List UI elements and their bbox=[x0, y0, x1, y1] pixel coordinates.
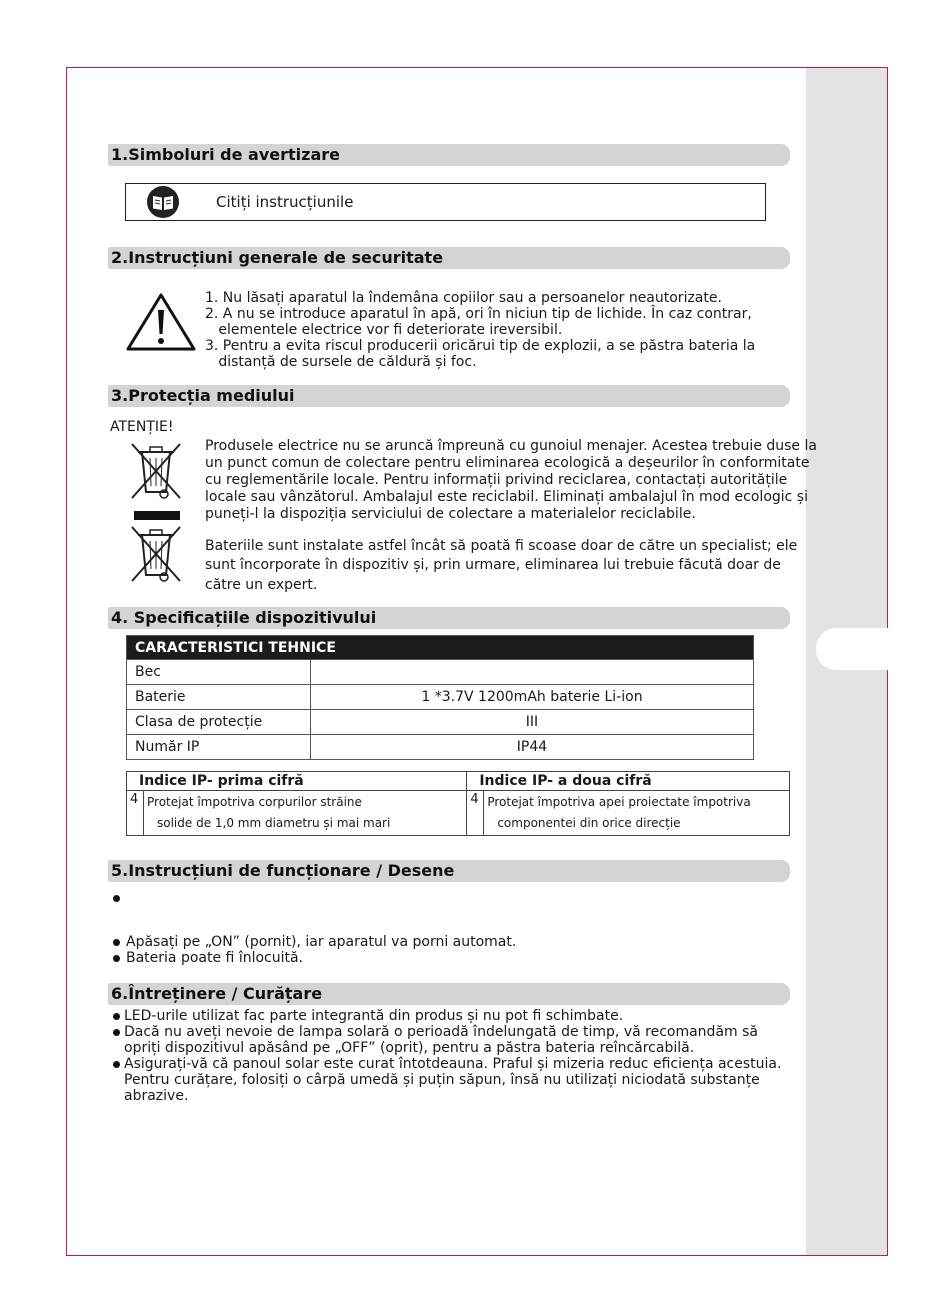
maintenance-line-4: Asigurați-vă că panoul solar este curat întotdeauna. Praful și mizeria reduc eficiența acestuia. bbox=[124, 1056, 782, 1072]
bullet-icon bbox=[113, 1013, 120, 1020]
spec-label: Bec bbox=[127, 660, 311, 685]
safety-line-4: 3. Pentru a evita riscul producerii oricărui tip de explozii, a se păstra bateria la bbox=[205, 338, 756, 354]
maintenance-line-2: Dacă nu aveți nevoie de lampa solară o perioadă îndelungată de timp, vă recomandăm să bbox=[124, 1024, 758, 1040]
ip-desc-2a: Protejat împotriva apei proiectate împotriva bbox=[487, 795, 751, 809]
env-p1-line-3: cu reglementările locale. Pentru informații privind reciclarea, contactați autoritățile bbox=[205, 472, 788, 488]
maintenance-line-5: Pentru curățare, folosiți o cârpă umedă și puțin săpun, însă nu utilizați niciodată substanțe bbox=[124, 1072, 760, 1088]
operation-line-2: Apăsați pe „ON” (pornit), iar aparatul va porni automat. bbox=[126, 934, 517, 950]
maintenance-line-1: LED-urile utilizat fac parte integrantă din produs și nu pot fi schimbate. bbox=[124, 1008, 624, 1024]
section-title-5: 5.Instrucțiuni de funcționare / Desene bbox=[108, 860, 790, 882]
table-row bbox=[127, 735, 754, 760]
safety-line-1: 1. Nu lăsați aparatul la îndemâna copiilor sau a persoanelor neautorizate. bbox=[205, 290, 722, 306]
env-p1-line-1: Produsele electrice nu se aruncă împreună cu gunoiul menajer. Acestea trebuie duse la bbox=[205, 438, 817, 454]
ip-digit-2: 4 bbox=[467, 791, 484, 836]
env-p2-line-1: Bateriile sunt instalate astfel încât să poată fi scoase doar de către un specialist; ele bbox=[205, 538, 798, 554]
bullet-icon bbox=[113, 895, 120, 902]
spec-label: Număr IP bbox=[127, 735, 311, 760]
ip-desc-1a: Protejat împotriva corpurilor străine bbox=[147, 795, 362, 809]
spec-table bbox=[126, 635, 754, 760]
spec-label: Clasa de protecție bbox=[127, 710, 311, 735]
attention-label: ATENȚIE! bbox=[110, 419, 174, 435]
safety-line-3: elementele electrice vor fi deteriorate ireversibil. bbox=[205, 322, 563, 338]
maintenance-line-3: opriți dispozitivul apăsând pe „OFF” (oprit), pentru a păstra bateria reîncărcabilă. bbox=[124, 1040, 695, 1056]
bin-underline-bar bbox=[134, 511, 180, 520]
section-title-2: 2.Instrucțiuni generale de securitate bbox=[108, 247, 790, 269]
ip-first-digit-header: Indice IP- prima cifră bbox=[127, 772, 467, 791]
section-title-3: 3.Protecția mediului bbox=[108, 385, 790, 407]
operation-line-3: Bateria poate fi înlocuită. bbox=[126, 950, 304, 966]
warning-box bbox=[125, 183, 766, 221]
crossed-bin-icon-2 bbox=[128, 523, 184, 585]
spec-value: IP44 bbox=[311, 735, 754, 760]
book-icon bbox=[146, 185, 180, 219]
safety-line-2: 2. A nu se introduce aparatul în apă, ori în niciun tip de lichide. În caz contrar, bbox=[205, 306, 752, 322]
table-row bbox=[127, 685, 754, 710]
spec-value bbox=[311, 660, 754, 685]
env-p1-line-2: un punct comun de colectare pentru eliminarea ecologică a deșeurilor în conformitate bbox=[205, 455, 810, 471]
side-tab bbox=[816, 628, 888, 670]
ip-table bbox=[126, 771, 790, 836]
spec-value: 1 *3.7V 1200mAh baterie Li-ion bbox=[311, 685, 754, 710]
bullet-icon bbox=[113, 1029, 120, 1036]
bullet-icon bbox=[113, 1061, 120, 1068]
section-title-1: 1.Simboluri de avertizare bbox=[108, 144, 790, 166]
table-row bbox=[127, 791, 790, 836]
ip-desc-1b: solide de 1,0 mm diametru și mai mari bbox=[157, 816, 391, 830]
bullet-icon bbox=[113, 955, 120, 962]
ip-digit-1: 4 bbox=[127, 791, 144, 836]
safety-line-5: distanță de sursele de căldură și foc. bbox=[205, 354, 477, 370]
env-p2-line-3: către un expert. bbox=[205, 577, 318, 593]
table-row bbox=[127, 710, 754, 735]
ip-desc-2b: componentei din orice direcție bbox=[497, 816, 681, 830]
spec-label: Baterie bbox=[127, 685, 311, 710]
section-title-4: 4. Specificațiile dispozitivului bbox=[108, 607, 790, 629]
bullet-icon bbox=[113, 939, 120, 946]
env-p1-line-4: locale sau vânzătorul. Ambalajul este reciclabil. Eliminați ambalajul în mod ecologic și bbox=[205, 489, 808, 505]
spec-table-header: CARACTERISTICI TEHNICE bbox=[127, 636, 754, 660]
env-p1-line-5: puneți-l la dispoziția serviciului de colectare a materialelor reciclabile. bbox=[205, 506, 696, 522]
section-title-6: 6.Întreținere / Curățare bbox=[108, 983, 790, 1005]
spec-value: III bbox=[311, 710, 754, 735]
crossed-bin-icon bbox=[128, 440, 184, 502]
warning-text: Citiți instrucțiunile bbox=[216, 193, 354, 211]
env-p2-line-2: sunt încorporate în dispozitiv și, prin urmare, eliminarea lui trebuie făcută doar de bbox=[205, 557, 781, 573]
table-row bbox=[127, 660, 754, 685]
warning-triangle-icon bbox=[125, 292, 197, 352]
ip-second-digit-header: Indice IP- a doua cifră bbox=[467, 772, 790, 791]
maintenance-line-6: abrazive. bbox=[124, 1088, 189, 1104]
